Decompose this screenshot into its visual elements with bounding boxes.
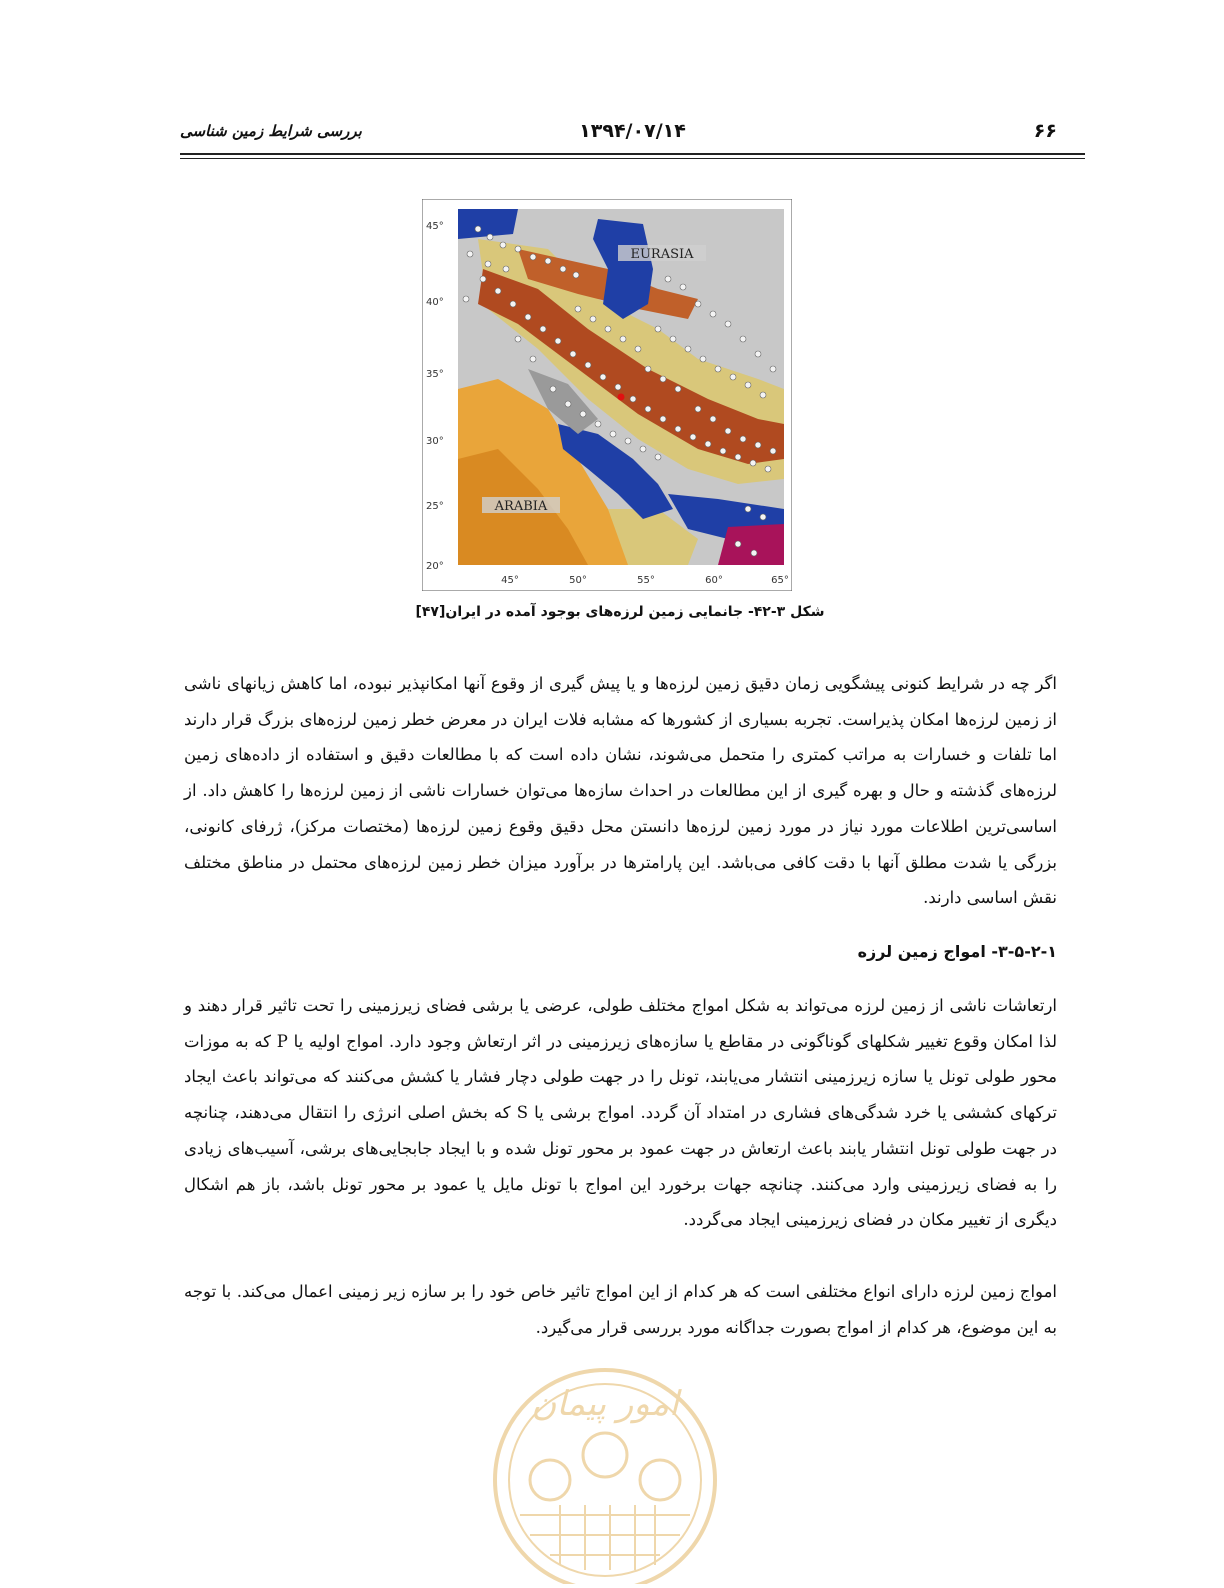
paragraph-earthquake-risk: اگر چه در شرایط کنونی پیشگویی زمان دقیق زمین لرزه‌ها و یا پیش گیری از وقوع آنها امکانپذیر نبوده، اما کاهش زیانهای ناشی از زمین لرزه‌ها امکان پذیراست. تجربه بسیاری از کشورها که مشابه فلات ایران در معرض خطر زمین لرزه‌های بزرگ قرار دارند اما تلفات و خسارات به مراتب کمتری را متحمل می‌شوند، نشان داده است که با مطالعات دقیق و استفاده از داده‌های زمین لرزه‌های گذشته و حال و بهره گیری از این مطالعات در احداث سازه‌ها می‌توان خسارات ناشی از زمین لرزه‌ها را کاهش داد. از اساسی‌ترین اطلاعات مورد نیاز در مورد زمین لرزه‌ها دانستن محل دقیق وقوع زمین لرزه‌ها (مختصات مرکز)، ژرفای کانونی، بزرگی یا شدت مطلق آنها با دقت کافی می‌باشد. این پارامترها در برآورد میزان خطر زمین لرزه‌های محتمل در مناطق مختلف نقش اساسی دارند. [184, 674, 1057, 908]
page-number: ۶۶ [1033, 120, 1057, 142]
header-date: ۱۳۹۴/۰۷/۱۴ [579, 120, 686, 142]
lon-tick: 60° [705, 575, 723, 586]
red-epicenter [618, 394, 625, 401]
page-header [180, 118, 1085, 148]
header-topic: بررسی شرایط زمین شناسی [180, 122, 362, 140]
paragraph-wave-types: امواج زمین لرزه دارای انواع مختلفی است که هر کدام از این امواج تاثیر خاص خود را بر سازه زیر زمینی اعمال می‌کند. با توجه به این موضوع، هر کدام از امواج بصورت جداگانه مورد بررسی قرار می‌گیرد. [184, 1282, 1057, 1337]
lat-tick: 45° [426, 221, 444, 232]
section-heading: ۳-۵-۲-۱- امواج زمین لرزه [857, 942, 1057, 961]
seismicity-map-figure [422, 199, 792, 591]
lat-tick: 20° [426, 561, 444, 572]
lon-tick: 55° [637, 575, 655, 586]
watermark-text: امور پیمان [531, 1384, 679, 1424]
header-rule [180, 153, 1085, 155]
lon-tick: 50° [569, 575, 587, 586]
watermark-logo [480, 1355, 730, 1584]
paragraph-seismic-waves: ارتعاشات ناشی از زمین لرزه می‌تواند به شکل امواج مختلف طولی، عرضی یا برشی فضای زیرزمینی را تحت تاثیر قرار دهند و لذا امکان وقوع تغییر شکلهای گوناگونی در مقاطع یا سازه‌های زیرزمینی در اثر ارتعاش وجود دارد. امواج اولیه یا P که به موزات محور طولی تونل یا سازه زیرزمینی انتشار می‌یابند، تونل را در جهت طولی دچار فشار یا کشش می‌کنند که می‌تواند باعث ایجاد ترکهای کششی یا خرد شدگی‌های فشاری در امتداد آن گردد. امواج برشی یا S که بخش اصلی انرژی را انتقال می‌دهند، چنانچه در جهت طولی تونل انتشار یابند باعث ارتعاش در جهت عمود بر محور تونل شده و با ایجاد جابجایی‌های برشی، آسیب‌های زیادی را به فضای زیرزمینی وارد می‌کنند. چنانچه جهات برخورد این امواج با تونل مایل یا عمود بر محور تونل باشد، باز هم اشکال دیگری از تغییر مکان در فضای زیرزمینی ایجاد می‌گردد. [184, 996, 1058, 1230]
lon-tick: 45° [501, 575, 519, 586]
label-eurasia: EURASIA [630, 247, 694, 262]
figure-caption: شکل ۳-۴۲- جانمایی زمین لرزه‌های بوجود آمده در ایران[۴۷] [415, 604, 825, 620]
seismicity-map [422, 199, 792, 591]
lat-tick: 35° [426, 369, 444, 380]
lon-tick: 65° [771, 575, 789, 586]
header-rule-thin [180, 158, 1085, 159]
lat-tick: 30° [426, 436, 444, 447]
lat-tick: 25° [426, 501, 444, 512]
arabian-sea-deep [718, 524, 784, 565]
lat-tick: 40° [426, 297, 444, 308]
label-arabia: ARABIA [494, 499, 548, 514]
